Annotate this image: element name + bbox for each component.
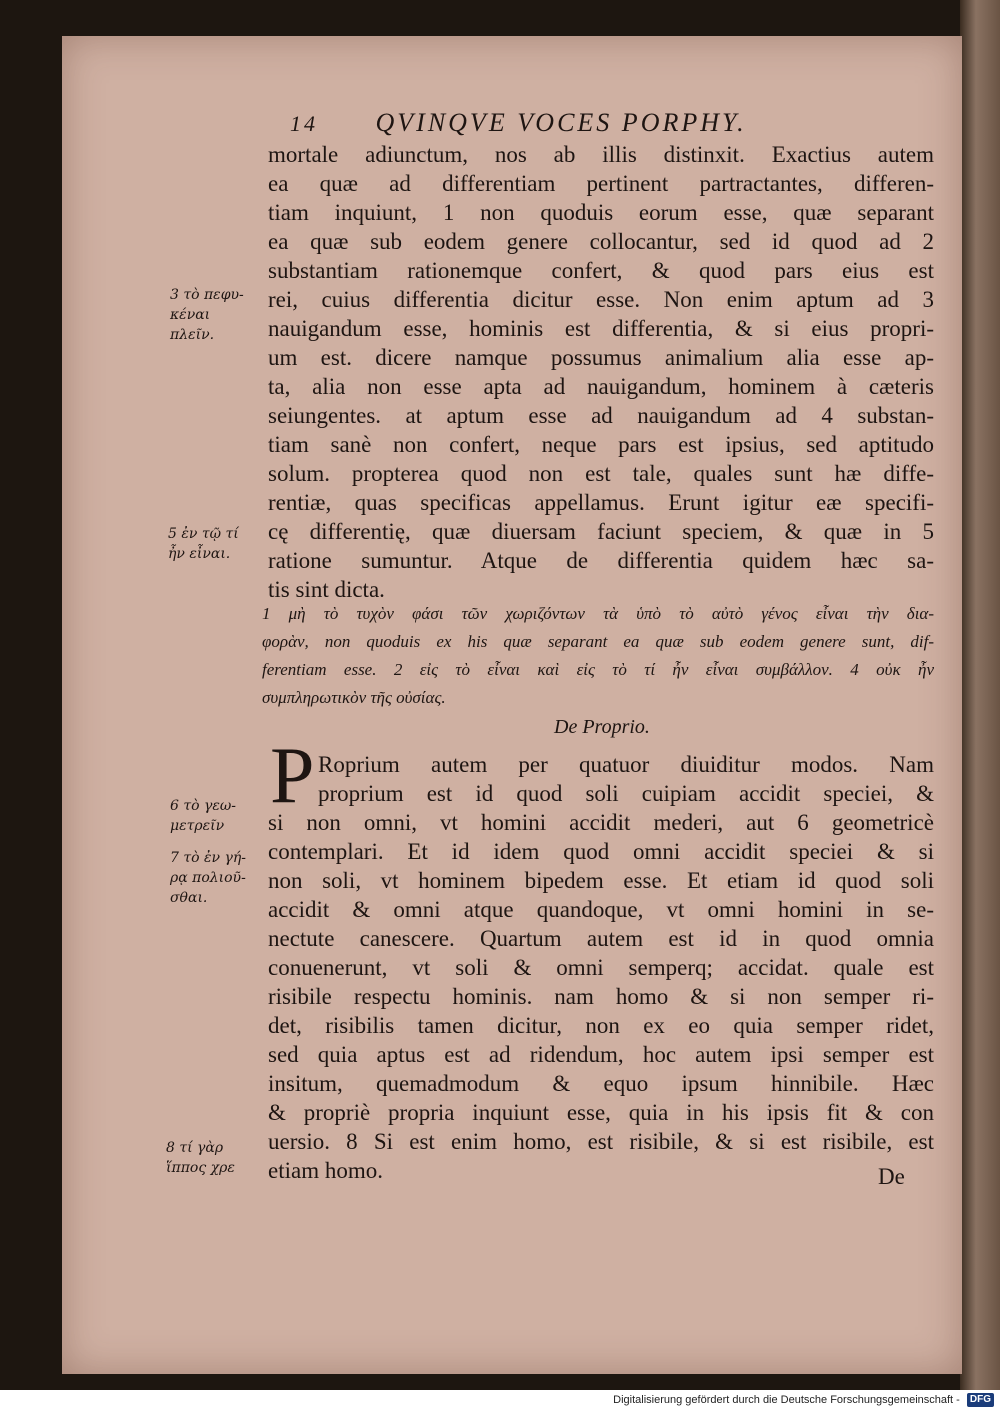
gloss-line: 8 τί γὰρ [166,1140,224,1156]
footnote-line: φορὰν, non quoduis ex his quæ separant ea quæ sub eodem genere sunt, dif- [262,632,934,651]
text-line: seiungentes. at aptum esse ad nauigandum ad 4 substan- [268,403,934,428]
text-line: tis sint dicta. [268,577,385,602]
page-edge [960,0,1000,1390]
text-line: substantiam rationemque confert, & quod pars eius est [268,258,934,283]
gloss-line: ἵππος χρε [166,1160,235,1176]
gloss-line: ρᾳ πολιοῦ- [170,870,246,886]
marginal-gloss [170,285,244,345]
text-line: sed quia aptus est ad ridendum, hoc autem ipsi semper est [268,1042,934,1067]
gloss-line: 6 τὸ γεω- [170,798,237,814]
text-line: rentiæ, quas specificas appellamus. Erunt igitur eæ specifi- [268,490,934,515]
text-line: risibile respectu hominis. nam homo & si non semper ri- [268,984,934,1009]
text-line: proprium est id quod soli cuipiam accidit speciei, & [318,781,934,806]
marginal-gloss [170,848,246,908]
text-line: ta, alia non esse apta ad nauigandum, hominem à cæteris [268,374,934,399]
catchword: De [878,1164,905,1189]
gloss-line: σθαι. [170,890,208,906]
text-line: tiam sanè non confert, neque pars est ipsius, sed aptitudo [268,432,934,457]
text-line: ea quæ ad differentiam pertinent partractantes, differen- [268,171,934,196]
text-line: insitum, quemadmodum & equo ipsum hinnibile. Hæc [268,1071,934,1096]
gloss-line: 5 ἐν τῷ τί [168,526,239,542]
text-line: uersio. 8 Si est enim homo, est risibile, & si est risibile, est [268,1129,934,1154]
gloss-line: 3 τὸ πεφυ- [170,287,244,303]
page-header [290,108,990,142]
text-line: Roprium autem per quatuor diuiditur modos. Nam [318,752,934,777]
text-line: nectute canescere. Quartum autem est id in quod omnia [268,926,934,951]
gloss-line: πλεῖν. [170,327,215,343]
body-text [268,140,934,604]
text-line: um est. dicere namque possumus animalium alia esse ap- [268,345,934,370]
dfg-logo-icon: DFG [967,1393,994,1407]
gloss-line: κέναι [170,307,211,323]
text-line: det, risibilis tamen dicitur, non ex eo quia semper ridet, [268,1013,934,1038]
text-line: mortale adiunctum, nos ab illis distinxit. Exactius autem [268,142,934,167]
text-line: accidit & omni atque quandoque, vt omni homini in se- [268,897,934,922]
gloss-line: ἦν εἶναι. [168,546,231,562]
text-line: non soli, vt hominem bipedem esse. Et etiam id quod soli [268,868,934,893]
text-line: cę differentię, quæ diuersam faciunt speciem, & quæ in 5 [268,519,934,544]
text-line: nauigandum esse, hominis est differentia, & si eius propri- [268,316,934,341]
footnote-line: 1 μὴ τὸ τυχὸν φάσι τῶν χωριζόντων τὰ ὑπὸ τὸ αὐτὸ γένος εἶναι τὴν δια- [262,604,934,623]
section-heading: De Proprio. [554,716,650,738]
digitization-footer [0,1390,1000,1411]
drop-cap: P [270,732,315,820]
text-line: ratione sumuntur. Atque de differentia quidem hæc sa- [268,548,934,573]
footnote-line: συμπληρωτικὸν τῆς οὐσίας. [262,688,446,707]
marginal-gloss [166,1138,235,1178]
text-line: ea quæ sub eodem genere collocantur, sed id quod ad 2 [268,229,934,254]
proprio-text [268,750,934,1185]
footnotes [262,600,934,712]
page-number: 14 [290,111,318,136]
marginal-gloss [170,796,236,836]
text-line: tiam inquiunt, 1 non quoduis eorum esse, quæ separant [268,200,934,225]
text-line: conuenerunt, vt soli & omni semperq; accidat. quale est [268,955,934,980]
text-line: contemplari. Et id idem quod omni accidit speciei & si [268,839,934,864]
text-line: & propriè propria inquiunt esse, quia in his ipsis fit & con [268,1100,934,1125]
text-line: etiam homo. [268,1158,383,1183]
text-line: si non omni, vt homini accidit mederi, aut 6 geometricè [268,810,934,835]
footnote-line: ferentiam esse. 2 εἰς τὸ εἶναι καὶ εἰς τὸ τί ἦν εἶναι συμβάλλον. 4 οὐκ ἦν [262,660,934,679]
marginal-gloss [168,524,239,564]
gloss-line: μετρεῖν [170,818,225,834]
text-line: solum. propterea quod non est tale, quales sunt hæ diffe- [268,461,934,486]
running-title: QVINQVE VOCES PORPHY. [375,108,747,137]
footer-credit: Digitalisierung gefördert durch die Deutsche Forschungsgemeinschaft - [613,1394,960,1406]
text-line: rei, cuius differentia dicitur esse. Non enim aptum ad 3 [268,287,934,312]
gloss-line: 7 τὸ ἐν γή- [170,850,246,866]
